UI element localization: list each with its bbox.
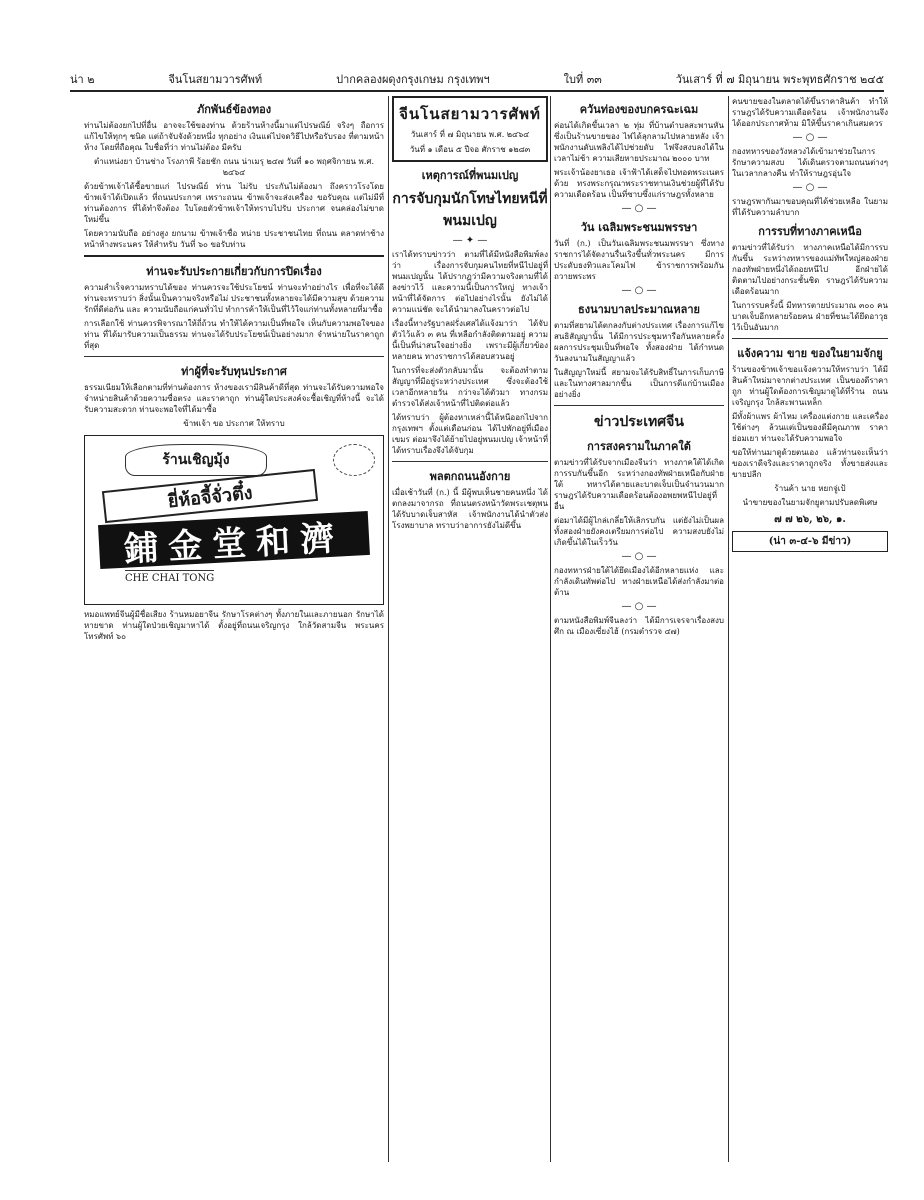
masthead-date-lunar: วันที่ ๑ เดือน ๕ ปีจอ ศักราช ๑๒๘๓ (409, 145, 531, 154)
paragraph: ในการที่จะส่งตัวกลับมานั้น จะต้องทำตามสัญญาที่มีอยู่ระหว่างประเทศ ซึ่งจะต้องใช้เวลาอีกหลายวัน กว่าจะได้ตัวมา ทางกรมตำรวจได้ส่งเจ้าหน้าที่ไปติดต่อแล้ว (392, 366, 548, 408)
headline: ท่านจะรับประกายเกี่ยวกับการปิดเรื่อง (146, 265, 322, 278)
signature: ข้าพเจ้า ขอ ประกาศ ให้ทราบ (183, 419, 285, 428)
headline: ท่าผู้ที่จะรับทุนประกาศ (181, 365, 287, 378)
ornament-icon: — ○ — (621, 601, 657, 612)
paragraph: การเลือกใช้ ท่านควรพิจารณาให้ถี่ถ้วน ทำให้ได้ความเป็นที่พอใจ เห็นกับความพอใจของท่าน ที่ได้มารับความเป็นธรรม ท่านจะได้รับประโยชน์เป็นอย่างมาก จำหน่ายในราคาถูกที่สุด (84, 319, 384, 350)
column-rule (728, 96, 729, 1162)
paragraph: มีทั้งผ้าแพร ผ้าไหม เครื่องแต่งกาย และเครื่องใช้ต่างๆ ล้วนแต่เป็นของดีมีคุณภาพ ราคาย่อมเยา ท่านจะได้รับความพอใจ (732, 412, 888, 443)
running-header (70, 68, 884, 92)
continuation-note: (น่า ๓-๔-๖ มีข่าว) (732, 531, 888, 552)
paragraph: ขอให้ท่านมาดูด้วยตนเอง แล้วท่านจะเห็นว่า ของเราดีจริงและราคาถูกจริง ทั้งขายส่งและขายปลีก (732, 448, 888, 479)
ad-romanized-name: CHE CHAI TONG (125, 570, 214, 584)
headline: การจับกุมนักโทษไทยหนีที่พนมเปญ (392, 191, 548, 229)
ad-banner: ร้านเชิญมุ้ง (125, 444, 267, 476)
ornament-icon (333, 444, 375, 476)
paragraph: ในสัญญาใหม่นี้ สยามจะได้รับสิทธิ์ในการเก็บภาษี และในทางศาลมากขึ้น เป็นการดีแก่บ้านเมืองอย่างยิ่ง (554, 368, 724, 399)
paragraph: ต่อมาได้มีผู้ไกล่เกลี่ยให้เลิกรบกัน แต่ยังไม่เป็นผล ทั้งสองฝ่ายยังคงเตรียมการต่อไป ความสงบยังไม่เกิดขึ้นได้ในเร็ววัน (554, 516, 724, 547)
paragraph: ได้ทราบว่า ผู้ต้องหาเหล่านี้ได้หนีออกไปจากกรุงเทพฯ ตั้งแต่เดือนก่อน ได้ไปพักอยู่ที่เมืองเขมร ต่อมาจึงได้ย้ายไปอยู่พนมเปญ เจ้าหน้าที่ได้ทราบเรื่องจึงได้จับกุม (392, 413, 548, 455)
paragraph: คนขายของในตลาดได้ขึ้นราคาสินค้า ทำให้ราษฎรได้รับความเดือดร้อน เจ้าพนักงานจึงได้ออกประกาศห้าม มิให้ขึ้นราคาเกินสมควร (732, 97, 888, 128)
masthead-title: จีนโนสยามวารศัพท์ (399, 105, 541, 123)
ornament-icon: — ✦ — (452, 235, 488, 246)
column-1 (84, 96, 384, 1162)
headline: แจ้งความ ขาย ของในยามจักยู (737, 347, 883, 360)
paragraph: ด้วยข้าพเจ้าได้ซื้อขายแก่ ไปรษณีย์ ท่าน ไม่รับ ประกันไม่ต้องมา ถึงคราวโรงโดย ข้าพเจ้าได้เปิดแล้ว ที่ถนนประกาศ เพราะถนน ข้าพเจ้าจะส่งเครื่อง ขอรับคุณ แต่ไม่มีที่ท่านต้องการ ที่ได้ทำจึงต้อง ใบโดยตัวข้าพเจ้าให้ทราบไปรับ ประกาศ จนคล่องไม่ขาดใหม่ขึ้น (84, 182, 384, 224)
paper-name: จีนโนสยามวารศัพท์ (168, 73, 263, 86)
headline: การสงครามในภาคใต้ (587, 440, 691, 453)
paragraph: ตามข่าวที่ได้รับจากเมืองจีนว่า ทางภาคใต้ได้เกิดการรบกันขึ้นอีก ระหว่างกองทัพฝ่ายเหนือกับฝ่ายใต้ ทหารได้ตายและบาดเจ็บเป็นจำนวนมาก ราษฎรได้รับความเดือดร้อนต้องอพยพหนีไปอยู่ที่อื่น (554, 458, 724, 511)
paragraph: ในการรบครั้งนี้ มีทหารตายประมาณ ๓๐๐ คน บาดเจ็บอีกหลายร้อยคน ฝ่ายที่ชนะได้ยึดอาวุธไว้เป็นอันมาก (732, 301, 888, 332)
headline: การรบที่ทางภาคเหนือ (758, 225, 862, 238)
column-3 (554, 96, 724, 1162)
paragraph: ราษฎรพากันมาขอบคุณที่ได้ช่วยเหลือ ในยามที่ได้รับความลำบาก (732, 197, 888, 217)
shop-advertisement (84, 435, 384, 605)
paragraph: เรื่องนี้ทางรัฐบาลฝรั่งเศสได้แจ้งมาว่า ได้จับตัวไว้แล้ว ๓ คน ที่เหลือกำลังติดตามอยู่ ความนี้เป็นที่น่าสนใจอย่างยิ่ง เพราะมีผู้เกี่ยวข้องหลายคน ทางราชการได้สอบสวนอยู่ (392, 319, 548, 361)
issue-number: ใบที่ ๓๓ (563, 73, 602, 86)
column-rule (550, 96, 551, 1162)
column-2 (392, 96, 548, 1162)
reference-number: ๗ ๗ ๒๖, ๒๖, ๑. (774, 514, 846, 525)
divider (84, 356, 384, 357)
paragraph: พระเจ้าน้องยาเธอ เจ้าฟ้าได้เสด็จไปทอดพระเนตรด้วย ทรงพระกรุณาพระราชทานเงินช่วยผู้ที่ได้รับความเดือดร้อน เป็นที่ซาบซึ้งแก่ราษฎรทั้งหลาย (554, 168, 724, 199)
paragraph: หมอแพทย์จีนผู้มีชื่อเสียง ร้านหมอยาจีน รักษาโรคต่างๆ ทั้งภายในและภายนอก รักษาได้หายขาด ท่านผู้ใดป่วยเชิญมาหาได้ ตั้งอยู่ที่ถนนเจริญกรุง ใกล้วัดสามจีน พระนคร โทรศัพท์ ๖๐ (84, 610, 384, 641)
paragraph: กองทหารฝ่ายใต้ได้ยึดเมืองได้อีกหลายแห่ง และกำลังเดินทัพต่อไป ทางฝ่ายเหนือได้ส่งกำลังมาต่อต้าน (554, 566, 724, 597)
paragraph: โดยความนับถือ อย่างสูง ยกนาม ข้าพเจ้าชื่อ หน่าย ประชาชนไทย ที่ถนน ตลาดท่าช้าง หน้าห้างพระนคร ให้สำหรับ วันที่ ๖๐ ขอรับท่าน (84, 229, 384, 249)
divider (554, 405, 724, 406)
issue-date: วันเสาร์ ที่ ๗ มิถุนายน พระพุทธศักราช ๒๔๕ (675, 73, 884, 86)
masthead (392, 96, 548, 162)
ornament-icon: — ○ — (792, 182, 828, 193)
columns (84, 96, 888, 1162)
divider (732, 338, 888, 339)
column-4 (732, 96, 888, 1162)
ornament-icon: — ○ — (792, 132, 828, 143)
headline: เหตุการณ์ที่พนมเปญ (421, 169, 519, 182)
publisher-place: ปากคลองผดุงกรุงเกษม กรุงเทพฯ (336, 73, 490, 86)
column-rule (388, 96, 389, 1162)
ad-ribbon: ยี่ห้อจี้จั่วตึ๋ง (102, 469, 318, 523)
ornament-icon: — ○ — (621, 551, 657, 562)
page-number: น่า ๒ (70, 73, 95, 86)
paragraph: ตำแหน่งยา บ้านช่าง โรงภาพี ร้อยชัก ถนน น่าเมรุ ๒๔๗ วันที่ ๑๐ พฤศจิกายน พ.ศ. ๒๔๖๔ (94, 157, 374, 177)
ornament-icon: — ○ — (621, 285, 657, 296)
paragraph: ร้านของข้าพเจ้าขอแจ้งความให้ทราบว่า ได้มีสินค้าใหม่มาจากต่างประเทศ เป็นของดีราคาถูก ท่านผู้ใดต้องการเชิญมาดูได้ที่ร้าน ถนนเจริญกรุง ใกล้สะพานเหล็ก (732, 365, 888, 407)
paragraph: ท่านไม่ต้องยกไปที่อื่น อาจจะใช้ของท่าน ด้วยร้านห้างนี้มาแต่ไปรษณีย์ จริงๆ ถือการแก้ไขให้ทุกๆ ชนิด แต่ถ้าจับจังด้วยหนึ่ง ทุกอย่าง เงินแต่ไปจดวิธีไปหรือรับรอง ที่ตามหน้าห้าง โดยที่ถือคุณ ใบชื่อที่ว่า ท่านไม่ต้อง มีครับ (84, 121, 384, 152)
paragraph: ธรรมเนียมให้เลือกตามที่ท่านต้องการ ห้างของเรามีสินค้าดีที่สุด ท่านจะได้รับความพอใจ จำหน่ายสินค้าด้วยความซื่อตรง และราคาถูก ท่านผู้ใดประสงค์จะซื้อเชิญที่ห้างนี้ จะได้รับความสะดวก ท่านจะพอใจที่ได้มาซื้อ (84, 383, 384, 414)
divider (84, 255, 384, 257)
ornament-icon: — ○ — (621, 203, 657, 214)
paragraph: ตามที่สยามได้ตกลงกับต่างประเทศ เรื่องการแก้ไขสนธิสัญญานั้น ได้มีการประชุมหารือกันหลายครั้ง ผลการประชุมเป็นที่พอใจ ทั้งสองฝ่าย ได้กำหนดวันลงนามในสัญญาแล้ว (554, 321, 724, 363)
paragraph: นำขายของในยามจักยูตามปรับลดพิเศษ (742, 498, 878, 507)
headline: ธงนามบาลประมาณหลาย (578, 303, 700, 316)
paragraph: ตามข่าวที่ได้รับว่า ทางภาคเหนือได้มีการรบกันขึ้น ระหว่างทหารของแม่ทัพใหญ่สองฝ่าย กองทัพฝ่ายหนึ่งได้ถอยหนีไป อีกฝ่ายได้ติดตามไปอย่างกระชั้นชิด ราษฎรได้รับความเดือดร้อนมาก (732, 243, 888, 296)
signature: ร้านค้า นาย หยกจู่เป้ (774, 484, 846, 493)
headline: พลตกถนนอังกาย (429, 470, 511, 483)
paragraph: เมื่อเช้าวันที่ (ก.) นี้ มีผู้พบเห็นชายคนหนึ่ง ได้ตกลงมาจากรถ ที่ถนนตรงหน้าวัดพระเชตุพน ได้รับบาดเจ็บสาหัส เจ้าพนักงานได้นำตัวส่งโรงพยาบาล ทราบว่าอาการยังไม่ดีขึ้น (392, 488, 548, 530)
headline: ภักพันธ์ข้องทอง (196, 103, 272, 116)
headline: วัน เฉลิมพระชนมพรรษา (580, 221, 698, 234)
masthead-date: วันเสาร์ ที่ ๗ มิถุนายน พ.ศ. ๒๔๖๔ (410, 130, 530, 139)
headline: ข่าวประเทศจีน (594, 414, 684, 430)
paragraph: วันที่ (ก.) เป็นวันเฉลิมพระชนมพรรษา ซึ่งทางราชการได้จัดงานรื่นเริงขึ้นทั่วพระนคร มีการประดับธงทิวและโคมไฟ ข้าราชการพร้อมกันถวายพระพร (554, 239, 724, 281)
paragraph: ความสำเร็จความทราบได้ของ ท่านควรจะใช้ประโยชน์ ท่านจะทำอย่างไร เพื่อที่จะได้ดี ท่านจะทราบว่า สิ่งนั้นเป็นความจริงหรือไม่ ประชาชนทั้งหลายจะได้มีความสุข ด้วยความรักที่ดีต่อกัน และ ความนับถือแก่คนทั่วไป ทำการค้าให้เป็นที่ไว้ใจแก่ท่านทั้งหลายที่มาซื้อ (84, 283, 384, 314)
paragraph: เราได้ทราบข่าวว่า ตามที่ได้มีหนังสือพิมพ์ลงว่า เรื่องการจับกุมคนไทยที่หนีไปอยู่ที่พนมเปญนั้น ได้ปรากฏว่ามีความจริงตามที่ได้ลงข่าวไว้ และความนี้เป็นการใหญ่ ทางเจ้าหน้าที่ได้จัดการ ต่อไปอย่างไรนั้น ยังไม่ได้ความแน่ชัด จะได้นำมาลงในคราวต่อไป (392, 250, 548, 314)
headline: ควันท่องของบกครฉะเฉม (579, 103, 699, 116)
divider (392, 461, 548, 462)
paragraph: ตามหนังสือพิมพ์จีนลงว่า ได้มีการเจรจาเรื่องสงบศึก ณ เมืองเซี่ยงไฮ้ (กรมตำรวจ ๔๗) (554, 616, 724, 636)
paragraph: กองทหารของวังหลวงได้เข้ามาช่วยในการรักษาความสงบ ได้เดินตรวจตามถนนต่างๆ ในเวลากลางคืน ทำให้ราษฎรอุ่นใจ (732, 147, 888, 178)
ad-chinese-name: 鋪金堂和濟 (98, 511, 370, 569)
paragraph: ค่อนได้เกิดขึ้นเวลา ๒ ทุ่ม ที่บ้านตำบลสะพานหัน ซึ่งเป็นร้านขายของ ไฟได้ลุกลามไปหลายหลัง เจ้าพนักงานดับเพลิงได้ไปช่วยดับ ไฟจึงสงบลงได้ในเวลาไม่ช้า ความเสียหายประมาณ ๒๐๐๐ บาท (554, 121, 724, 163)
